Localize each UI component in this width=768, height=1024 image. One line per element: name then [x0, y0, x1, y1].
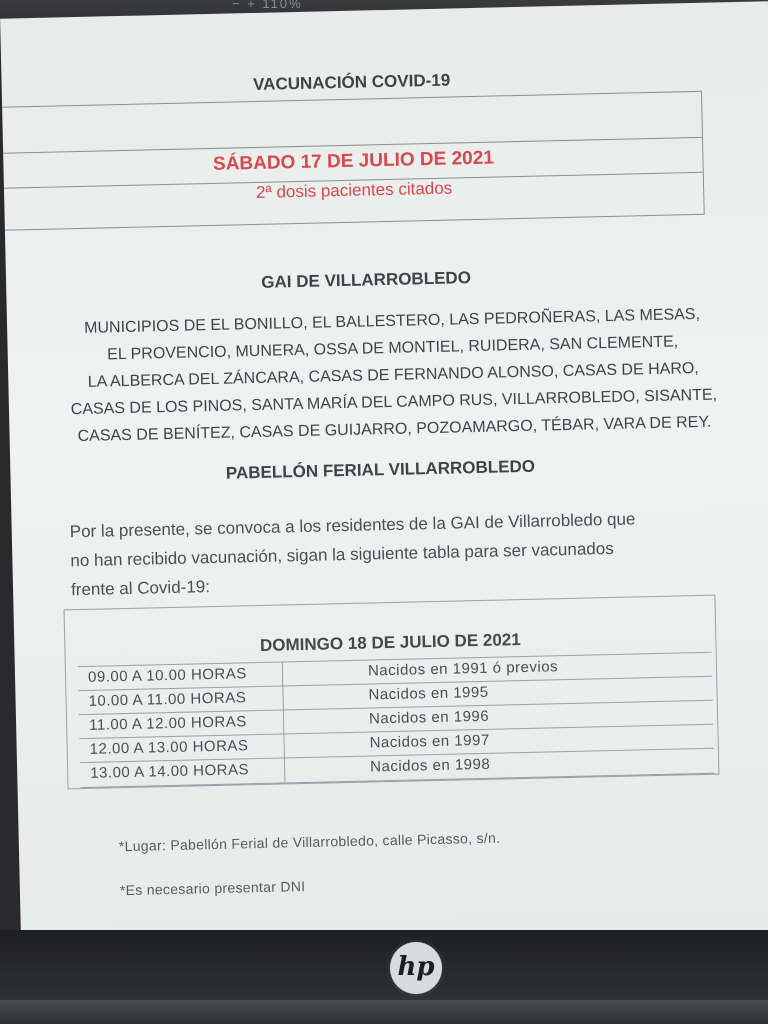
zoom-toolbar[interactable]: − + 110% — [232, 0, 303, 11]
row-desc: Nacidos en 1997 — [369, 731, 490, 752]
row-desc: Nacidos en 1996 — [368, 707, 490, 728]
municipios-line: MUNICIPIOS DE EL BONILLO, EL BALLESTERO, LAS PEDROÑERAS, LAS MESAS, — [84, 305, 701, 337]
intro-line: no han recibido vacunación, sigan la siguiente tabla para ser vacunados — [70, 538, 614, 571]
intro-line: Por la presente, se convoca a los residentes de la GAI de Villarrobledo que — [69, 509, 636, 542]
row-time: 11.00 A 12.00 HORAS — [88, 713, 247, 734]
municipios-line: EL PROVENCIO, MUNERA, OSSA DE MONTIEL, RUIDERA, SAN CLEMENTE, — [107, 333, 679, 364]
laptop-base-edge — [0, 1000, 768, 1024]
row-desc: Nacidos en 1995 — [368, 683, 489, 704]
dni-note: *Es necesario presentar DNI — [119, 878, 306, 899]
row-desc: Nacidos en 1991 ó previos — [367, 658, 559, 680]
date-heading: SÁBADO 17 DE JULIO DE 2021 — [212, 147, 495, 175]
row-time: 09.00 A 10.00 HORAS — [87, 665, 247, 686]
hp-logo-icon: hp — [390, 942, 442, 994]
cell-divider — [282, 686, 284, 710]
venue-title: PABELLÓN FERIAL VILLARROBLEDO — [225, 456, 536, 483]
document-screen — [0, 1, 768, 948]
municipios-line: CASAS DE BENÍTEZ, CASAS DE GUIJARRO, POZOAMARGO, TÉBAR, VARA DE REY. — [77, 413, 712, 446]
row-time: 10.00 A 11.00 HORAS — [88, 689, 247, 710]
intro-line: frente al Covid-19: — [70, 577, 211, 600]
gai-title: GAI DE VILLARROBLEDO — [261, 268, 472, 292]
municipios-line: LA ALBERCA DEL ZÁNCARA, CASAS DE FERNANDO ALONSO, CASAS DE HARO, — [87, 359, 699, 391]
row-time: 13.00 A 14.00 HORAS — [90, 761, 250, 782]
row-time: 12.00 A 13.00 HORAS — [89, 737, 249, 758]
document-title: VACUNACIÓN COVID-19 — [252, 70, 451, 94]
schedule-table — [64, 595, 720, 790]
location-note: *Lugar: Pabellón Ferial de Villarrobledo, calle Picasso, s/n. — [118, 829, 501, 855]
municipios-line: CASAS DE LOS PINOS, SANTA MARÍA DEL CAMPO RUS, VILLARROBLEDO, SISANTE, — [70, 386, 718, 419]
intro-paragraph — [69, 503, 721, 605]
cell-divider — [283, 734, 285, 758]
cell-divider — [283, 710, 285, 734]
row-desc: Nacidos en 1998 — [369, 755, 491, 776]
dose-subtitle: 2ª dosis pacientes citados — [255, 178, 453, 202]
table-title: DOMINGO 18 DE JULIO DE 2021 — [259, 630, 521, 655]
municipios-list — [67, 301, 720, 451]
cell-divider — [282, 662, 284, 686]
cell-divider — [284, 758, 286, 782]
